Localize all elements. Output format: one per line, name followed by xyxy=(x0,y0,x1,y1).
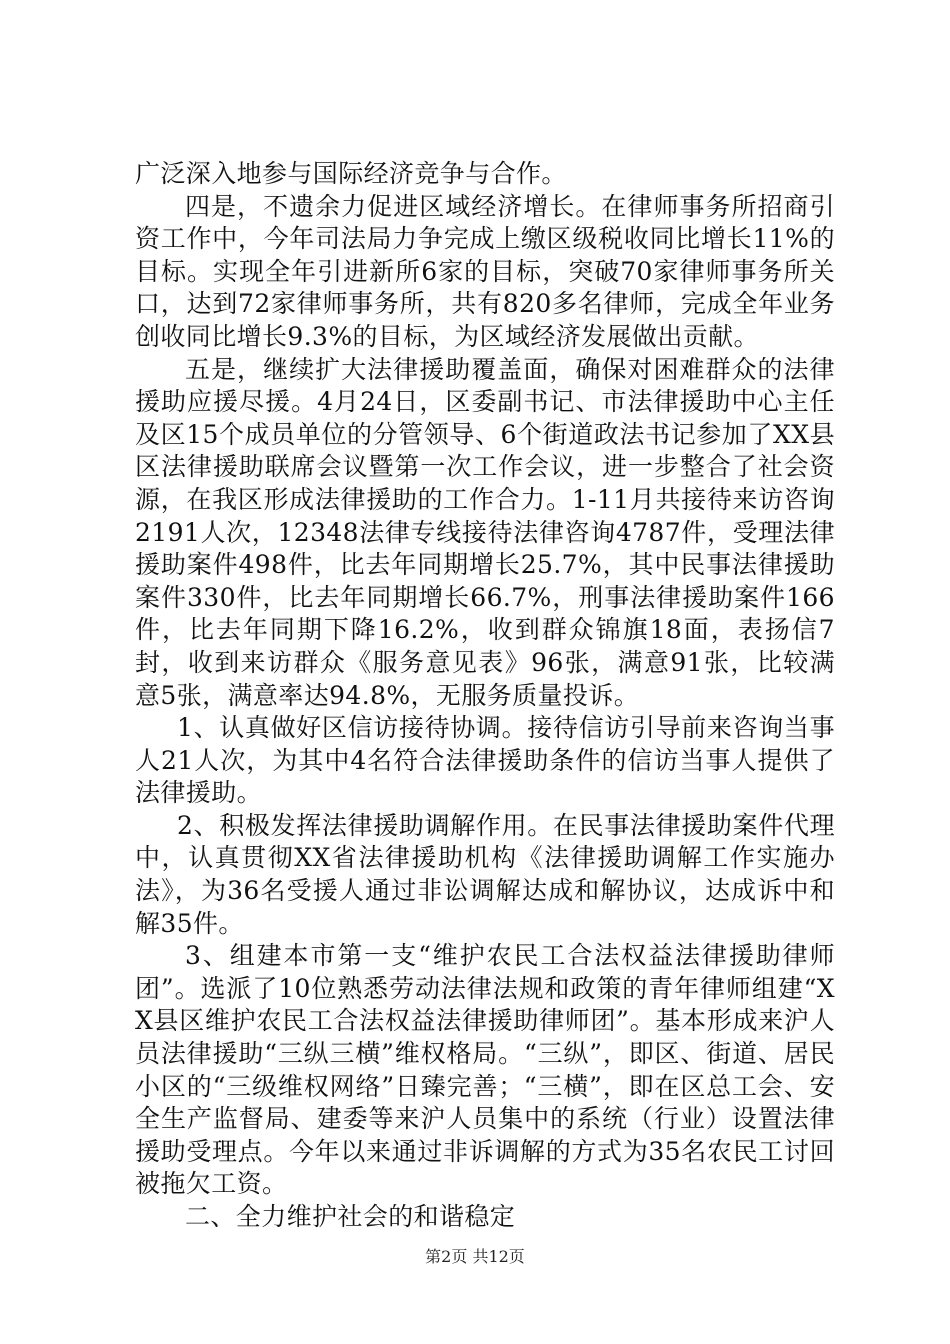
paragraph-sub-1: 1、认真做好区信访接待协调。接待信访引导前来咨询当事人21人次，为其中4名符合法律援助条件的信访当事人提供了法律援助。 xyxy=(135,713,835,808)
page-number-footer: 第2页 共12页 xyxy=(425,1247,525,1266)
paragraph-sub-3: 3、组建本市第一支“维护农民工合法权益法律援助律师团”。选派了10位熟悉劳动法律法规和政策的青年律师组建“XX县区维护农民工合法权益法律援助律师团”。基本形成来沪人员法律援助“三纵三横”维权格局。“三纵”，即区、街道、居民小区的“三级维权网络”日臻完善；“三横”，即在区总工会、安全生产监督局、建委等来沪人员集中的系统（行业）设置法律援助受理点。今年以来通过非诉调解的方式为35名农民工讨回被拖欠工资。 xyxy=(135,941,835,1199)
document-body xyxy=(135,158,835,1234)
paragraph-continuation: 广泛深入地参与国际经济竞争与合作。 xyxy=(135,159,567,188)
paragraph-sub-2: 2、积极发挥法律援助调解作用。在民事法律援助案件代理中，认真贯彻XX省法律援助机构《法律援助调解工作实施办法》，为36名受援人通过非讼调解达成和解协议，达成诉中和解35件。 xyxy=(135,810,835,938)
paragraph-item-five: 五是，继续扩大法律援助覆盖面，确保对困难群众的法律援助应援尽援。4月24日，区委副书记、市法律援助中心主任及区15个成员单位的分管领导、6个街道政法书记参加了XX县区法律援助联席会议暨第一次工作会议，进一步整合了社会资源，在我区形成法律援助的工作合力。1-11月共接待来访咨询2191人次，12348法律专线接待法律咨询4787件，受理法律援助案件498件，比去年同期增长25.7%，其中民事法律援助案件330件，比去年同期增长66.7%，刑事法律援助案件166件，比去年同期下降16.2%，收到群众锦旗18面，表扬信7封，收到来访群众《服务意见表》96张，满意91张，比较满意5张，满意率达94.8%，无服务质量投诉。 xyxy=(135,354,835,710)
section-heading-2: 二、全力维护社会的和谐稳定 xyxy=(185,1202,516,1231)
paragraph-item-four: 四是，不遗余力促进区域经济增长。在律师事务所招商引资工作中，今年司法局力争完成上缴区级税收同比增长11%的目标。实现全年引进新所6家的目标，突破70家律师事务所关口，达到72家律师事务所，共有820多名律师，完成全年业务创收同比增长9.3%的目标，为区域经济发展做出贡献。 xyxy=(135,191,835,351)
